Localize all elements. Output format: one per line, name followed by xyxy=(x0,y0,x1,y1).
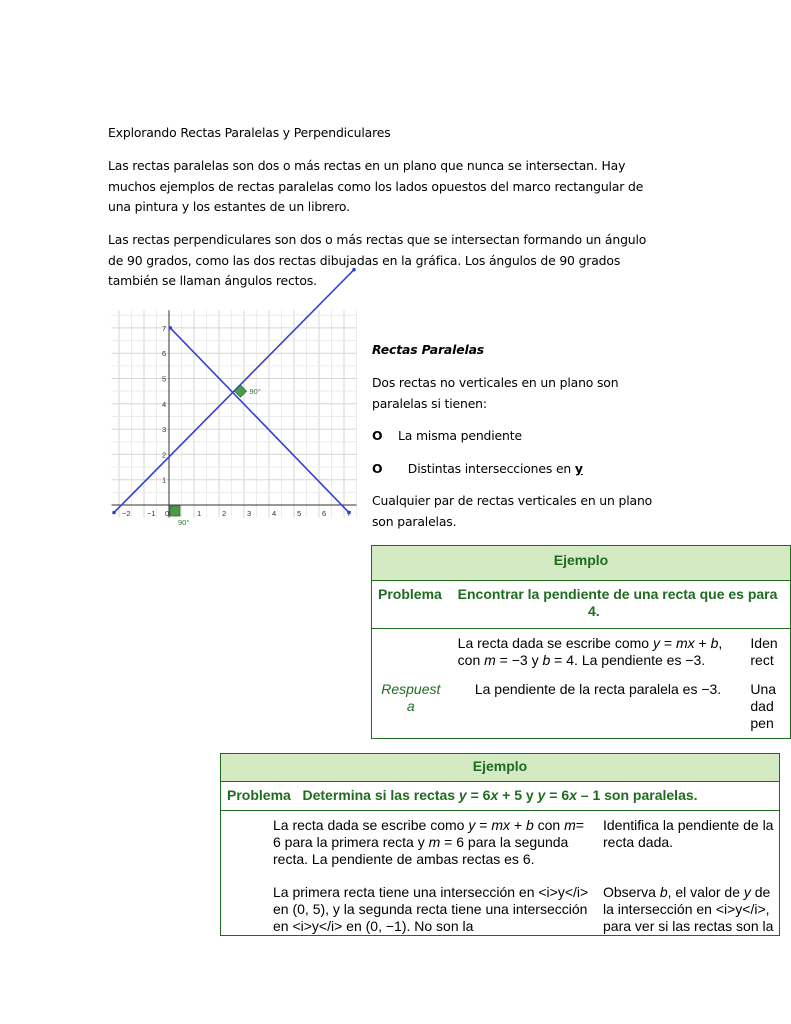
example-2-header: Ejemplo xyxy=(221,754,780,782)
document-title: Explorando Rectas Paralelas y Perpendiculares xyxy=(108,125,391,140)
x-tick-label: −2 xyxy=(122,509,131,518)
bullet-symbol: O xyxy=(372,461,383,476)
x-tick-label: 0 xyxy=(165,509,170,518)
paragraph-perpendicular: Las rectas perpendiculares son dos o más rectas que se intersectan formando un ángulo de 90 grados, como las dos rectas dibujadas en la gráfica. Los ángulos de 90 grados también se llaman ángulos rectos. xyxy=(108,232,647,288)
example-1-problem-line1: Encontrar la pendiente de una recta que es para xyxy=(457,586,778,602)
x-tick-label: 4 xyxy=(272,509,277,518)
x-tick-label: 1 xyxy=(197,509,202,518)
condition-variable: y xyxy=(574,461,583,476)
condition-text: La misma pendiente xyxy=(398,428,522,443)
bullet-symbol: O xyxy=(372,428,383,443)
y-tick-label: 7 xyxy=(162,323,167,333)
example-1-problem-label: Problema xyxy=(372,581,450,629)
example-2-problem-label: Problema xyxy=(227,787,291,803)
example-1-step1: La recta dada se escribe como y = mx + b, con m = −3 y b = 4. La pendiente es −3. xyxy=(450,629,745,670)
x-tick-label: 5 xyxy=(297,509,302,518)
y-tick-label: 3 xyxy=(162,425,167,435)
y-tick-label: 1 xyxy=(162,475,167,485)
y-tick-label: 5 xyxy=(162,374,167,384)
example-1-step1-note: Iden rect xyxy=(744,629,790,670)
example-2-step1-note: Identifica la pendiente de la recta dada. xyxy=(603,811,780,877)
y-tick-label: 6 xyxy=(162,349,167,359)
example-2-problem: Problema Determina si las rectas y = 6x + 5 y y = 6x – 1 son paralelas. xyxy=(221,782,780,811)
example-1-answer: La pendiente de la recta paralela es −3. xyxy=(474,681,722,697)
x-tick-label: 3 xyxy=(247,509,252,518)
angle-label-top: 90° xyxy=(249,387,261,397)
example-2-step2-note: Observa b, el valor de y de la intersección en <i>y</i>, para ver si las rectas son la xyxy=(603,884,774,934)
y-tick-label: 2 xyxy=(162,450,167,460)
paragraph-parallel: Las rectas paralelas son dos o más rectas en un plano que nunca se intersectan. Hay muchos ejemplos de rectas paralelas como los lados opuestos del marco rectangular de una pintura y los estantes de un librero. xyxy=(108,158,644,214)
example-2-step1: La recta dada se escribe como y = mx + b con m= 6 para la primera recta y m = 6 para la segunda recta. La pendiente de ambas rectas es 6. xyxy=(265,811,603,877)
example-1-answer-note: Una dad pen xyxy=(750,681,777,731)
condition-text: Distintas intersecciones en xyxy=(407,461,575,476)
x-tick-label: 6 xyxy=(322,509,327,518)
example-1-answer-label: Respuest a xyxy=(381,681,441,714)
example-2-step2: La primera recta tiene una intersección en <i>y</i> en (0, 5), y la segunda recta tiene una intersección en <i>y</i> en (0, −1). No son la xyxy=(273,884,589,934)
x-tick-label: 2 xyxy=(222,509,227,518)
example-1-header: Ejemplo xyxy=(372,546,791,581)
angle-label-bottom: 90° xyxy=(178,518,190,527)
parallel-conditions-intro: Dos rectas no verticales en un plano son paralelas si tienen: xyxy=(372,375,619,411)
example-2-table xyxy=(220,753,780,936)
y-tick-label: 4 xyxy=(162,399,167,409)
parallel-lines-subheading: Rectas Paralelas xyxy=(372,342,485,357)
example-1-problem-line2: 4. xyxy=(587,603,600,619)
x-tick-label: −1 xyxy=(147,509,156,518)
vertical-lines-note: Cualquier par de rectas verticales en un plano son paralelas. xyxy=(372,493,653,529)
